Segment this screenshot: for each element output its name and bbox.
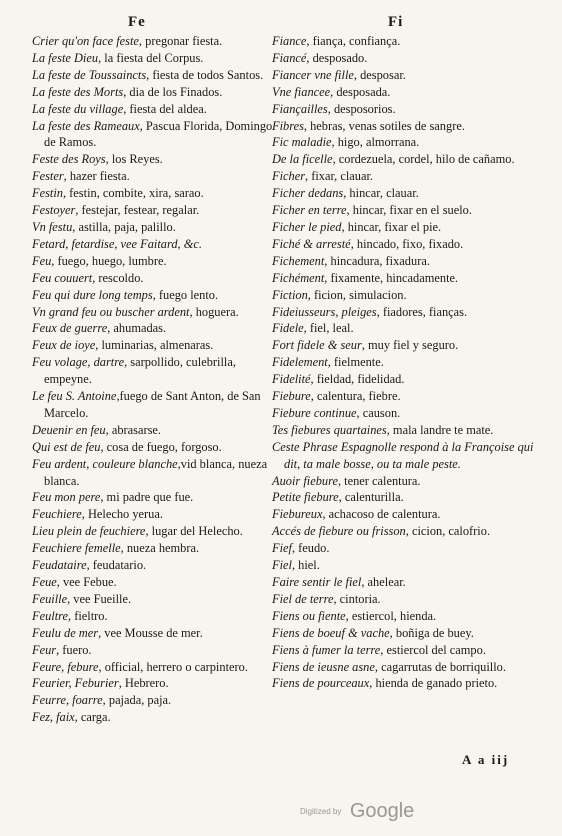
headword: La feste Dieu — [32, 50, 99, 65]
dictionary-entry — [272, 151, 548, 168]
dictionary-entry — [32, 456, 282, 490]
dictionary-entry — [272, 523, 548, 540]
translation: , fielmente. — [327, 355, 384, 370]
headword: Fichément — [272, 270, 325, 285]
headword: Feurre, foarre — [32, 693, 103, 708]
headword: Feulu de mer — [32, 625, 99, 640]
headword: Feuille — [32, 591, 68, 606]
headword: Fidelité — [272, 372, 311, 387]
translation: , hincar, fixar el pie. — [341, 219, 442, 234]
headword: Fiction — [272, 287, 308, 302]
translation: , cordezuela, cordel, hilo de cañamo. — [332, 152, 515, 167]
translation: , causon. — [356, 405, 401, 420]
google-logo: Google — [349, 800, 415, 822]
translation: , fixamente, hincadamente. — [324, 270, 459, 285]
translation: ,fuego de Sant Anton, de San Marcelo. — [44, 389, 261, 420]
dictionary-entry — [272, 489, 548, 506]
dictionary-entry — [32, 659, 282, 676]
running-head-left: Fe — [128, 14, 146, 30]
translation: , estiercol del campo. — [380, 642, 486, 657]
translation: , hoguera. — [189, 304, 239, 319]
headword: Fiel de terre — [272, 591, 334, 606]
dictionary-entry — [272, 185, 548, 202]
translation: , rescoldo. — [92, 270, 144, 285]
dictionary-entry — [272, 473, 548, 490]
headword: La feste des Morts — [32, 84, 124, 99]
headword: Fiance — [272, 34, 307, 48]
headword: Deuenir en feu — [32, 422, 106, 437]
headword: Fiens de ieusne asne — [272, 659, 375, 674]
dictionary-entry — [272, 506, 548, 523]
headword: Ficher dedans — [272, 186, 344, 201]
translation: , cicion, calofrio. — [405, 524, 491, 539]
dictionary-entry — [32, 304, 282, 321]
headword: Feste des Roys — [32, 152, 106, 167]
translation: , pajada, paja. — [102, 693, 172, 708]
dictionary-entry — [32, 574, 282, 591]
translation: , tener calentura. — [337, 473, 421, 488]
dictionary-entry — [32, 625, 282, 642]
headword: Vn festu — [32, 219, 73, 234]
translation: , ficion, simulacion. — [307, 287, 407, 302]
headword: Fetard, fetardise, vee Faitard, &c. — [32, 236, 202, 251]
dictionary-entry — [32, 337, 282, 354]
translation: , fiadores, fianças. — [376, 304, 468, 319]
headword: Festin — [32, 186, 63, 201]
translation: , hienda de ganado prieto. — [369, 676, 498, 691]
translation: , abrasarse. — [105, 422, 162, 437]
dictionary-entry — [272, 405, 548, 422]
translation: , ahelear. — [361, 575, 406, 589]
translation: , muy fiel y seguro. — [361, 338, 459, 353]
dictionary-entry — [32, 253, 282, 270]
dictionary-entry — [32, 506, 282, 523]
dictionary-entry — [32, 270, 282, 287]
dictionary-entry — [32, 523, 282, 540]
headword: Fiel — [272, 558, 292, 573]
translation: , fiança, confiança. — [306, 34, 401, 48]
headword: Fez, faix — [32, 710, 75, 725]
headword: Feuchiere — [32, 507, 82, 522]
headword: Feuchiere femelle — [32, 541, 121, 556]
headword: Fiché & arresté — [272, 236, 351, 251]
translation: , desposada. — [330, 84, 391, 99]
dictionary-entry — [32, 287, 282, 304]
translation: , higo, almorrana. — [331, 135, 420, 150]
dictionary-entry — [272, 202, 548, 219]
headword: De la ficelle — [272, 152, 333, 167]
headword: Feudataire — [32, 558, 87, 573]
translation: , fuero. — [56, 642, 92, 657]
headword: Fiebure continue — [272, 405, 357, 420]
dictionary-entry — [32, 709, 282, 726]
dictionary-entry — [32, 675, 282, 692]
dictionary-entry — [272, 388, 548, 405]
dictionary-entry — [32, 439, 282, 456]
headword: Fiens de boeuf & vache — [272, 625, 390, 640]
headword: Ficher le pied — [272, 219, 342, 234]
translation: , fixar, clauar. — [305, 169, 373, 184]
headword: Vne fiancee — [272, 84, 331, 99]
translation: , lugar del Helecho. — [145, 524, 243, 539]
headword: Fic maladie — [272, 135, 332, 150]
headword: Feu volage, dartre — [32, 355, 125, 370]
dictionary-entry — [32, 388, 282, 422]
dictionary-entry — [32, 185, 282, 202]
translation: , cosa de fuego, forgoso. — [100, 439, 222, 454]
translation: , fuego lento. — [152, 287, 219, 302]
headword: Feure, febure — [32, 659, 99, 674]
headword: Fiens ou fiente — [272, 608, 346, 623]
headword: Fichement — [272, 253, 325, 268]
dictionary-entry — [272, 287, 548, 304]
translation: , festejar, festear, regalar. — [75, 203, 200, 218]
headword: Fidele — [272, 321, 304, 336]
dictionary-entry — [32, 219, 282, 236]
headword: Le feu S. Antoine — [32, 389, 117, 404]
dictionary-entry — [272, 219, 548, 236]
headword: Fibres — [272, 118, 304, 133]
right-column — [272, 33, 548, 692]
dictionary-entry — [272, 625, 548, 642]
dictionary-entry — [272, 439, 548, 473]
headword: Feux de guerre — [32, 321, 108, 336]
dictionary-entry — [272, 675, 548, 692]
dictionary-entry — [272, 253, 548, 270]
translation: , hincadura, fixadura. — [324, 253, 430, 268]
translation: , vee Fueille. — [67, 591, 132, 606]
dictionary-entry — [32, 608, 282, 625]
translation: , hincar, fixar en el suelo. — [346, 203, 472, 218]
dictionary-entry — [272, 134, 548, 151]
dictionary-entry — [32, 50, 282, 67]
headword: Feue — [32, 575, 57, 589]
dictionary-entry — [272, 50, 548, 67]
translation: , pregonar fiesta. — [138, 34, 223, 48]
translation: , vee Febue. — [56, 575, 117, 589]
translation: , Hebrero. — [118, 676, 169, 691]
dictionary-entry — [272, 168, 548, 185]
left-column — [32, 33, 282, 726]
translation: , hebras, venas sotiles de sangre. — [303, 118, 465, 133]
headword: Vn grand feu ou buscher ardent — [32, 304, 190, 319]
headword: Ficher en terre — [272, 203, 347, 218]
dictionary-entry — [272, 608, 548, 625]
translation: , mala landre te mate. — [386, 422, 494, 437]
dictionary-entry — [32, 168, 282, 185]
translation: , desposar. — [353, 67, 406, 82]
dictionary-entry — [32, 84, 282, 101]
dictionary-entry — [272, 236, 548, 253]
translation: , calenturilla. — [338, 490, 404, 505]
headword: Fiebure — [272, 389, 311, 404]
translation: , astilla, paja, palillo. — [72, 219, 176, 234]
translation: , calentura, fiebre. — [310, 389, 401, 404]
dictionary-entry — [32, 540, 282, 557]
headword: Faire sentir le fiel — [272, 575, 362, 589]
dictionary-entry — [32, 354, 282, 388]
watermark-caption: Digitized by — [300, 807, 342, 816]
dictionary-entry — [32, 692, 282, 709]
dictionary-entry — [32, 489, 282, 506]
translation: , estiercol, hienda. — [345, 608, 437, 623]
translation: , hiel. — [291, 558, 320, 573]
translation: , hincar, clauar. — [343, 186, 419, 201]
translation: , cintoria. — [333, 591, 381, 606]
headword: Qui est de feu — [32, 439, 101, 454]
dictionary-entry — [272, 422, 548, 439]
headword: Lieu plein de feuchiere — [32, 524, 146, 539]
headword: Feultre — [32, 608, 69, 623]
headword: Fiancé — [272, 50, 307, 65]
translation: , fieltro. — [68, 608, 108, 623]
headword: Fiens de pourceaux — [272, 676, 370, 691]
headword: La feste du village — [32, 101, 124, 116]
headword: Feu — [32, 253, 52, 268]
dictionary-entry — [272, 304, 548, 321]
headword: Auoir fiebure — [272, 473, 338, 488]
dictionary-entry — [32, 118, 282, 152]
dictionary-entry — [272, 557, 548, 574]
dictionary-entry — [272, 371, 548, 388]
translation: , Pascua Florida, Domingo de Ramos. — [44, 118, 273, 150]
translation: , mi padre que fue. — [100, 490, 194, 505]
headword: La feste de Toussaincts — [32, 67, 147, 82]
dictionary-entry — [32, 591, 282, 608]
translation: , fiesta de todos Santos. — [146, 67, 264, 82]
dictionary-entry — [272, 337, 548, 354]
translation: , vee Mousse de mer. — [98, 625, 203, 640]
headword: Feux de ioye — [32, 338, 96, 353]
translation: , fiel, leal. — [303, 321, 354, 336]
dictionary-entry — [272, 642, 548, 659]
headword: Fester — [32, 169, 64, 184]
headword: Fideiusseurs, pleiges — [272, 304, 377, 319]
headword: Ceste Phrase Espagnolle respond à la Françoise qui dit, ta male bosse, ou ta male peste. — [272, 439, 534, 471]
headword: Feu couuert — [32, 270, 93, 285]
dictionary-entry — [272, 574, 548, 591]
dictionary-entry — [272, 591, 548, 608]
dictionary-entry — [272, 118, 548, 135]
headword: Fiancer vne fille — [272, 67, 354, 82]
headword: Fidelement — [272, 355, 328, 370]
dictionary-entry — [32, 67, 282, 84]
headword: Fiançailles — [272, 101, 328, 116]
dictionary-entry — [272, 270, 548, 287]
dictionary-entry — [32, 33, 282, 50]
headword: Feu qui dure long temps — [32, 287, 153, 302]
translation: , feudo. — [291, 541, 330, 556]
running-head-right: Fi — [388, 14, 404, 30]
dictionary-entry — [272, 320, 548, 337]
translation: , luminarias, almenaras. — [95, 338, 214, 353]
translation: , dia de los Finados. — [123, 84, 223, 99]
headword: Tes fiebures quartaines — [272, 422, 387, 437]
translation: ,vid blanca, nueza blanca. — [44, 456, 268, 488]
headword: Accés de fiebure ou frisson — [272, 524, 406, 539]
dictionary-entry — [272, 33, 548, 50]
translation: , official, herrero o carpintero. — [98, 659, 248, 674]
headword: Fief — [272, 541, 292, 556]
dictionary-entry — [32, 642, 282, 659]
translation: , fieldad, fidelidad. — [310, 372, 405, 387]
headword: Feu mon pere — [32, 490, 101, 505]
translation: , boñiga de buey. — [389, 625, 474, 640]
translation: , ahumadas. — [107, 321, 167, 336]
dictionary-entry — [272, 101, 548, 118]
translation: , nueza hembra. — [120, 541, 200, 556]
translation: , desposado. — [306, 50, 368, 65]
headword: Feu ardent, couleure blanche — [32, 456, 178, 471]
dictionary-entry — [272, 67, 548, 84]
headword: Ficher — [272, 169, 306, 184]
dictionary-entry — [272, 540, 548, 557]
dictionary-entry — [32, 151, 282, 168]
dictionary-entry — [32, 236, 282, 253]
headword: Feurier, Feburier — [32, 676, 119, 691]
headword: Fiebureux — [272, 507, 323, 522]
translation: , fiesta del aldea. — [123, 101, 207, 116]
digitized-watermark — [300, 800, 414, 823]
translation: , festin, combite, xira, sarao. — [62, 186, 204, 201]
headword: Fort fidele & seur — [272, 338, 362, 353]
dictionary-entry — [32, 202, 282, 219]
translation: , fuego, huego, lumbre. — [51, 253, 167, 268]
dictionary-entry — [32, 557, 282, 574]
headword: Festoyer — [32, 203, 76, 218]
translation: , sarpollido, culebrilla, empeyne. — [44, 355, 236, 387]
dictionary-entry — [32, 422, 282, 439]
translation: , carga. — [74, 710, 111, 725]
dictionary-entry — [272, 659, 548, 676]
headword: Crier qu'on face feste — [32, 34, 139, 48]
dictionary-entry — [272, 354, 548, 371]
translation: , hazer fiesta. — [63, 169, 130, 184]
headword: Fiens à fumer la terre — [272, 642, 381, 657]
translation: , cagarrutas de borriquillo. — [374, 659, 506, 674]
translation: , Helecho yerua. — [81, 507, 163, 522]
dictionary-entry — [32, 101, 282, 118]
dictionary-entry — [32, 320, 282, 337]
headword: La feste des Rameaux — [32, 118, 140, 133]
translation: , achacoso de calentura. — [322, 507, 441, 522]
translation: , la fiesta del Corpus. — [98, 50, 204, 65]
dictionary-entry — [272, 84, 548, 101]
headword: Petite fiebure — [272, 490, 339, 505]
translation: , desposorios. — [327, 101, 396, 116]
translation: , hincado, fixo, fixado. — [350, 236, 464, 251]
signature-mark: A a iij — [462, 752, 510, 767]
translation: , los Reyes. — [105, 152, 163, 167]
headword: Feur — [32, 642, 57, 657]
translation: , feudatario. — [86, 558, 147, 573]
